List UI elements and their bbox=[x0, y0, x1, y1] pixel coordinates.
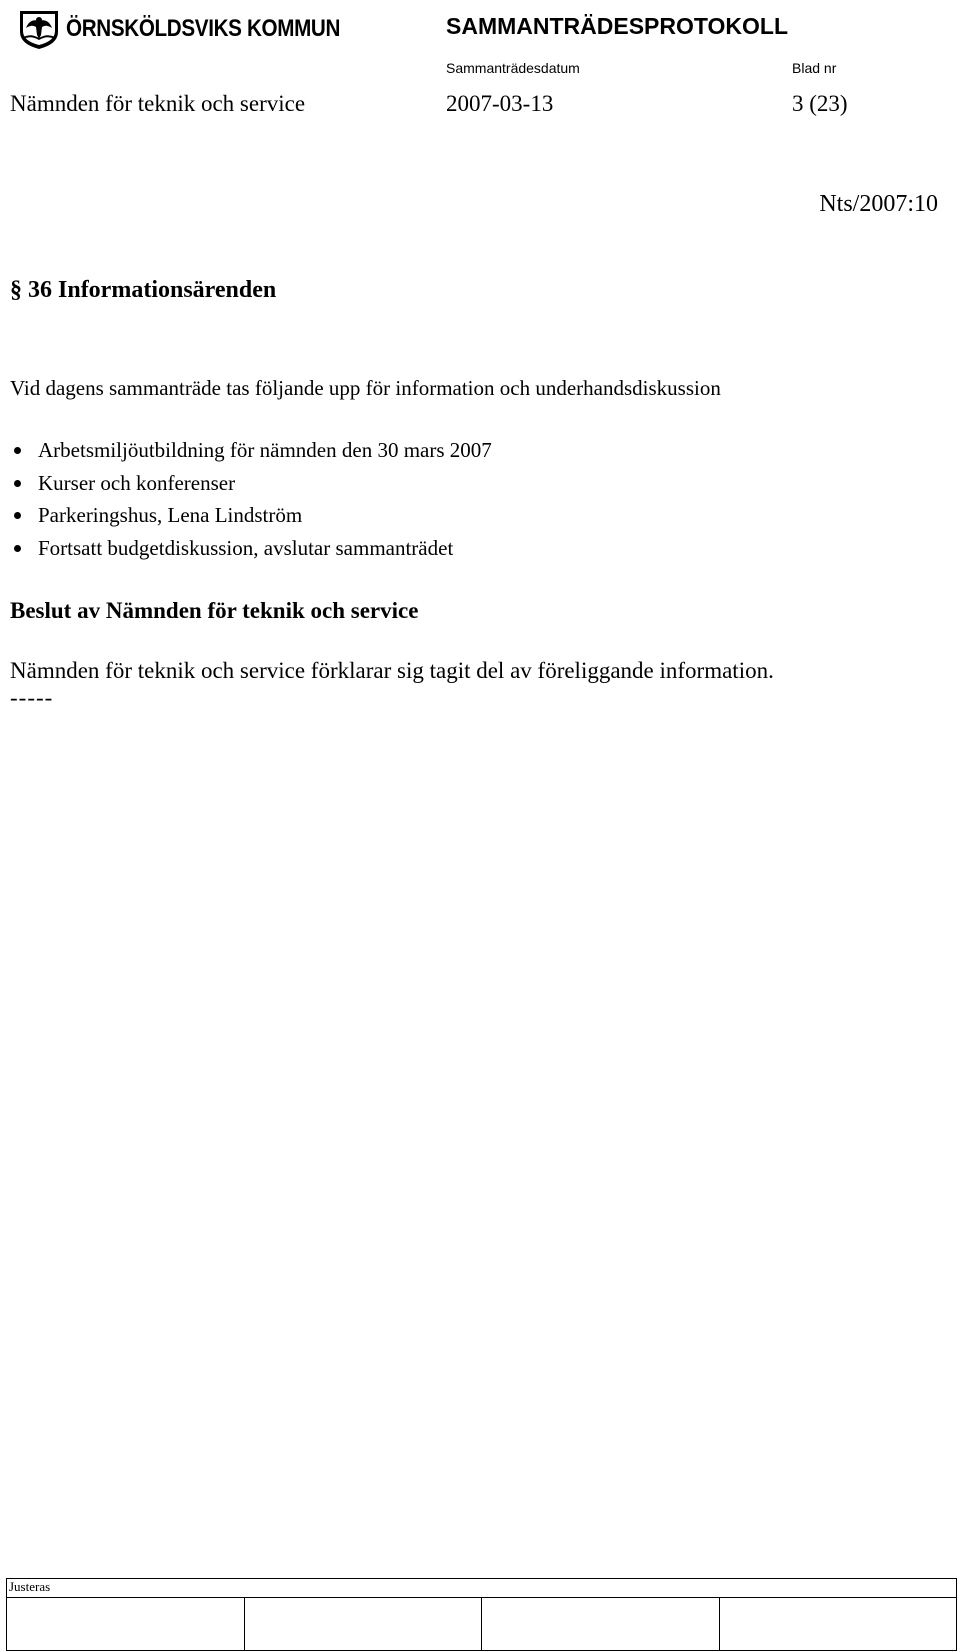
list-item bbox=[10, 502, 492, 535]
list-item-text: Parkeringshus, Lena Lindström bbox=[38, 503, 303, 527]
decision-text: Nämnden för teknik och service förklarar sig tagit del av föreliggande information. bbox=[10, 658, 774, 683]
signature-box[interactable] bbox=[719, 1598, 957, 1651]
meeting-date-label: Sammanträdesdatum bbox=[446, 60, 580, 76]
end-marker: ----- bbox=[10, 685, 54, 710]
municipal-crest-icon bbox=[18, 8, 60, 50]
document-type: SAMMANTRÄDESPROTOKOLL bbox=[446, 13, 789, 39]
list-item bbox=[10, 470, 492, 503]
signature-label: Justeras bbox=[7, 1579, 957, 1598]
municipality-logo bbox=[18, 8, 341, 50]
list-item-text: Arbetsmiljöutbildning för nämnden den 30 mars 2007 bbox=[38, 438, 492, 462]
list-item-text: Fortsatt budgetdiskussion, avslutar sammanträdet bbox=[38, 535, 454, 560]
page-number: 3 (23) bbox=[792, 91, 848, 116]
bullet-icon bbox=[14, 480, 21, 487]
logo-wordmark: ÖRNSKÖLDSVIKS KOMMUN bbox=[66, 15, 341, 42]
signature-table bbox=[6, 1578, 957, 1651]
list-item bbox=[10, 535, 492, 568]
page-number-label: Blad nr bbox=[792, 60, 837, 76]
committee-name: Nämnden för teknik och service bbox=[10, 91, 306, 116]
bullet-icon bbox=[14, 545, 21, 552]
list-item bbox=[10, 437, 492, 470]
decision-title: Beslut av Nämnden för teknik och service bbox=[10, 598, 419, 623]
bullet-icon bbox=[14, 447, 21, 454]
case-number: Nts/2007:10 bbox=[819, 191, 938, 217]
list-item-text: Kurser och konferenser bbox=[38, 470, 236, 495]
signature-box[interactable] bbox=[244, 1598, 482, 1651]
section-title: § 36 Informationsärenden bbox=[10, 277, 277, 303]
information-list bbox=[10, 437, 492, 567]
signature-box[interactable] bbox=[7, 1598, 245, 1651]
meeting-date: 2007-03-13 bbox=[446, 91, 554, 116]
signature-box[interactable] bbox=[482, 1598, 720, 1651]
section-intro: Vid dagens sammanträde tas följande upp för information och underhandsdiskussion bbox=[10, 376, 721, 400]
bullet-icon bbox=[14, 512, 21, 519]
